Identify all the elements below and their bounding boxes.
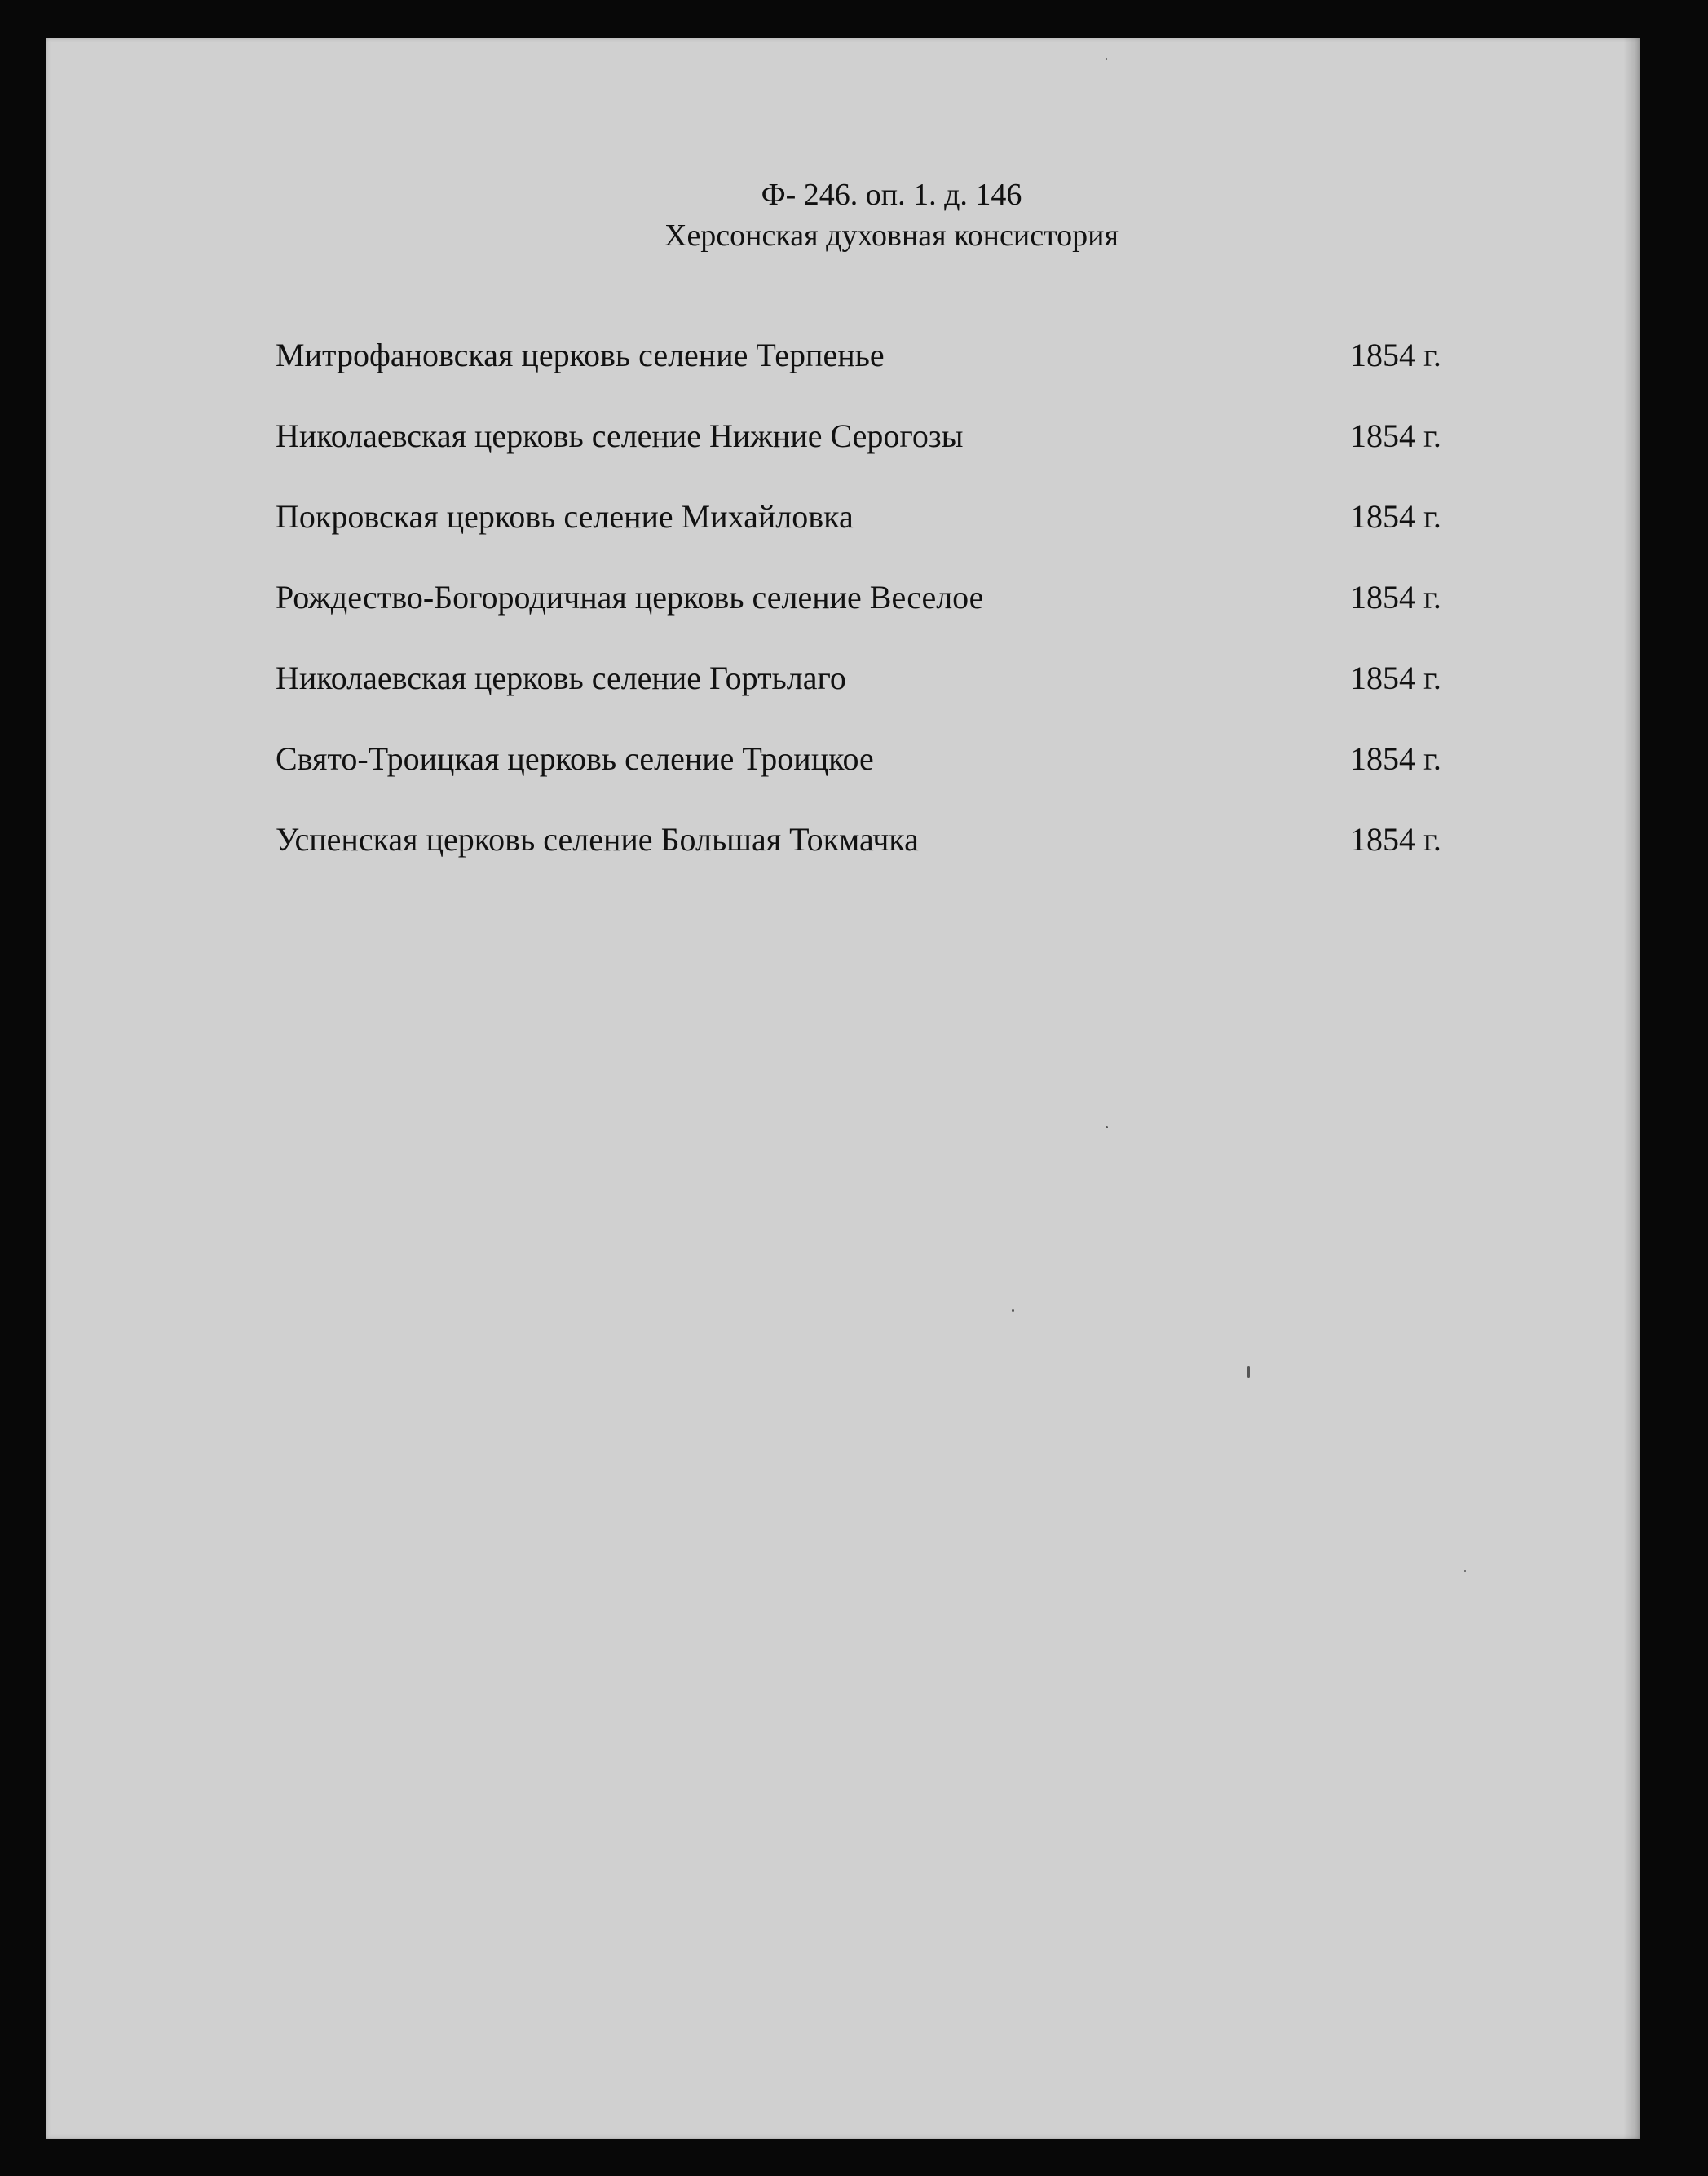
- entry-year: 1854 г.: [1350, 498, 1441, 535]
- scan-speck: [1247, 1366, 1250, 1378]
- entry-title: Покровская церковь селение Михайловка: [276, 498, 854, 535]
- page-edge-shadow: [1623, 38, 1640, 2139]
- entry-year: 1854 г.: [1350, 740, 1441, 777]
- list-item: [276, 395, 1466, 476]
- entry-year: 1854 г.: [1350, 821, 1441, 858]
- list-item: [276, 315, 1466, 395]
- scan-speck: [1464, 1570, 1466, 1572]
- list-item: [276, 476, 1466, 557]
- fund-reference: Ф- 246. оп. 1. д. 146: [761, 178, 1022, 212]
- organization-title: Херсонская духовная консистория: [664, 218, 1119, 253]
- entry-year: 1854 г.: [1350, 579, 1441, 616]
- list-item: [276, 799, 1466, 880]
- entry-year: 1854 г.: [1350, 337, 1441, 373]
- entry-title: Митрофановская церковь селение Терпенье: [276, 337, 885, 373]
- entry-year: 1854 г.: [1350, 417, 1441, 454]
- entry-title: Николаевская церковь селение Гортьлаго: [276, 660, 846, 696]
- scan-speck: [1012, 1309, 1014, 1312]
- entry-title: Успенская церковь селение Большая Токмачка: [276, 821, 919, 858]
- entry-title: Рождество-Богородичная церковь селение Веселое: [276, 579, 984, 616]
- scan-speck: [1106, 1126, 1108, 1128]
- entry-title: Свято-Троицкая церковь селение Троицкое: [276, 740, 874, 777]
- entries-list: [276, 315, 1466, 880]
- list-item: [276, 557, 1466, 638]
- list-item: [276, 638, 1466, 718]
- entry-year: 1854 г.: [1350, 660, 1441, 696]
- document-page: [46, 38, 1640, 2139]
- scan-speck: [1106, 58, 1107, 60]
- entry-title: Николаевская церковь селение Нижние Серогозы: [276, 417, 964, 454]
- document-header: [46, 174, 1640, 256]
- list-item: [276, 718, 1466, 799]
